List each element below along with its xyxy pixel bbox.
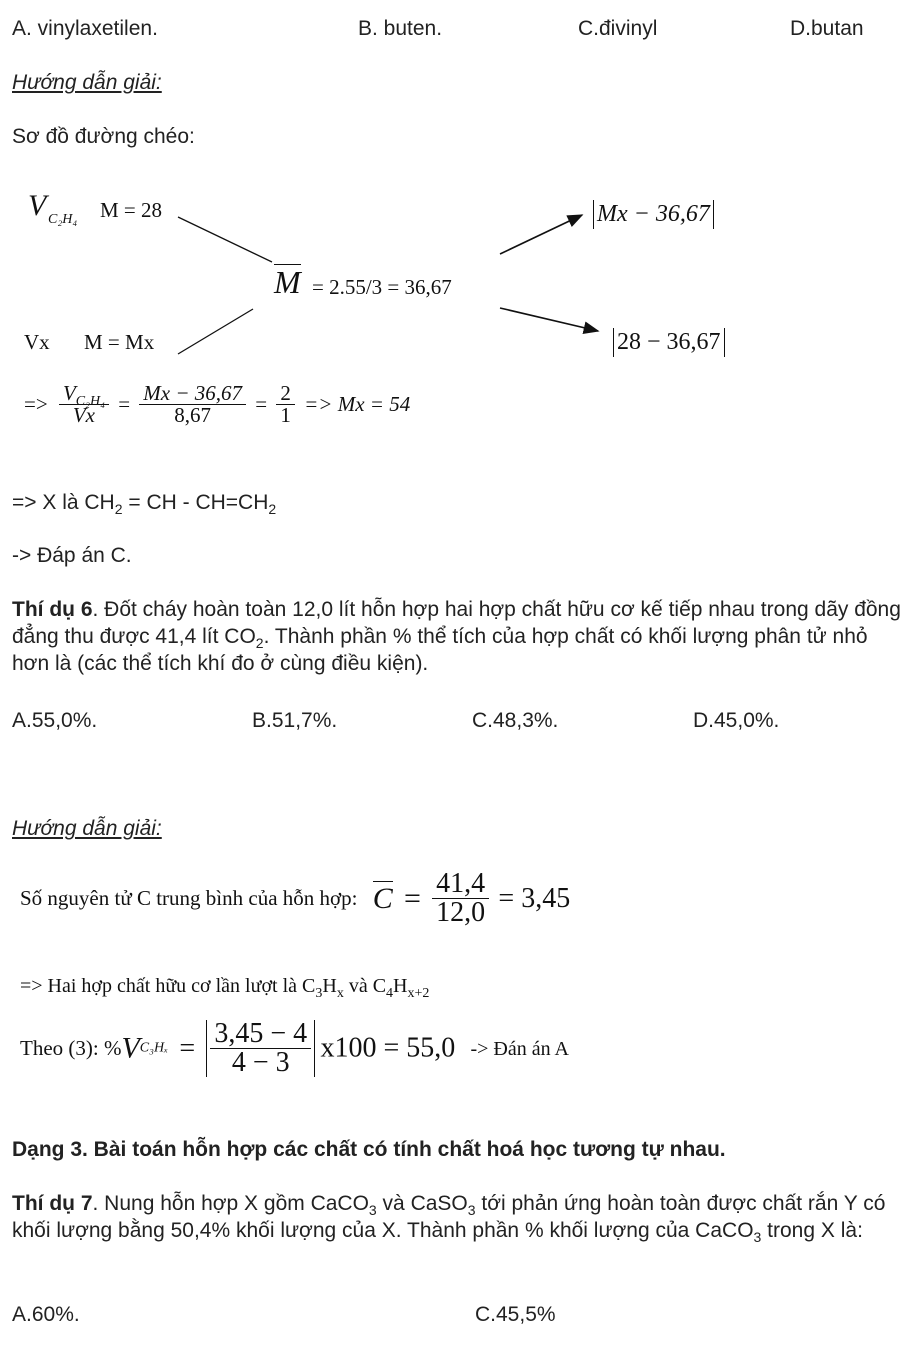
ratio-frac-2-den: 8,67 bbox=[174, 403, 212, 427]
ex6-option-a: A.55,0%. bbox=[12, 709, 98, 732]
eq-2: = bbox=[255, 392, 268, 416]
sol6-line1-text: Số nguyên tử C trung bình của hỗn hợp: bbox=[20, 886, 358, 910]
ratio-arrow: => bbox=[24, 392, 48, 416]
arrow-bottom-right bbox=[500, 308, 598, 331]
conclusion-sub-1: 2 bbox=[114, 501, 123, 518]
option-d: D.butan bbox=[790, 17, 864, 40]
ratio-frac-1-den: Vx bbox=[72, 403, 96, 427]
ex7-sub-3: 3 bbox=[753, 1229, 762, 1246]
ratio-frac-3-num: 2 bbox=[276, 383, 295, 405]
option-c: C.đivinyl bbox=[578, 17, 658, 40]
example-7-t1: . Nung hỗn hợp X gồm CaCO bbox=[92, 1192, 369, 1215]
ex6-option-d: D.45,0%. bbox=[693, 709, 780, 732]
option-b: B. buten. bbox=[358, 17, 443, 40]
sol6-line1 bbox=[20, 870, 570, 927]
sol6-eq: = bbox=[403, 881, 421, 915]
example-6-text bbox=[12, 596, 907, 677]
sol6-answer: -> Đán án A bbox=[470, 1037, 569, 1060]
conclusion-mid: = CH - CH=CH bbox=[122, 491, 269, 514]
sol6-frac-2-num: 3,45 − 4 bbox=[210, 1020, 311, 1049]
guide-heading-2: Hướng dẫn giải: bbox=[12, 817, 162, 840]
sol6-frac-num: 41,4 bbox=[432, 870, 489, 899]
example-6-label: Thí dụ 6 bbox=[12, 598, 93, 621]
right-bottom-abs: 28 − 36,67 bbox=[613, 328, 725, 357]
ratio-v: V bbox=[62, 381, 76, 405]
v-subscript: C₂H₄ bbox=[48, 212, 78, 227]
sol6-frac-2-den: 4 − 3 bbox=[231, 1047, 290, 1078]
ex7-sub-1: 3 bbox=[368, 1202, 377, 1219]
m1-label: M = 28 bbox=[100, 198, 163, 222]
sol6-line2 bbox=[20, 974, 430, 1001]
ex7-option-a: A.60%. bbox=[12, 1303, 80, 1326]
ratio-frac-1-num bbox=[59, 381, 109, 410]
line-top-left bbox=[178, 217, 272, 262]
example-7-t4: trong X là: bbox=[761, 1219, 863, 1242]
sol6-frac bbox=[432, 870, 489, 927]
answer-5: -> Đáp án C. bbox=[12, 544, 132, 567]
sol6-subx2: x+2 bbox=[407, 986, 430, 1001]
option-a: A. vinylaxetilen. bbox=[12, 17, 158, 40]
sol6-sub4: 4 bbox=[386, 986, 394, 1001]
sol6-frac-2 bbox=[210, 1020, 311, 1077]
conclusion-sub-2: 2 bbox=[268, 501, 277, 518]
sol6-tail: x100 = 55,0 bbox=[320, 1032, 456, 1064]
ratio-frac-2-num: Mx − 36,67 bbox=[139, 383, 246, 405]
mbar-expr: = 2.55/3 = 36,67 bbox=[312, 275, 452, 299]
eq-1: = bbox=[118, 392, 131, 416]
m2-label: M = Mx bbox=[84, 330, 155, 354]
right-top-abs: Mx − 36,67 bbox=[593, 200, 714, 229]
guide-heading: Hướng dẫn giải: bbox=[12, 71, 162, 94]
ratio-result: => Mx = 54 bbox=[304, 392, 411, 416]
conclusion-pre: => X là CH bbox=[12, 491, 115, 514]
example-6-text-2: . Thành phần % thể tích của hợp chất có khối lượng phân tử nhỏ hơn là (các thể tích khí đo ở cùng điều kiện). bbox=[12, 625, 868, 675]
sol6-eq-2: = bbox=[179, 1032, 196, 1064]
arrow-top-right bbox=[500, 215, 582, 254]
sol6-line2-pre: => Hai hợp chất hữu cơ lần lượt là C bbox=[20, 975, 316, 997]
sol6-result: = 3,45 bbox=[498, 882, 571, 914]
ratio-frac-3-den: 1 bbox=[280, 403, 291, 427]
section-dang-3: Dạng 3. Bài toán hỗn hợp các chất có tính chất hoá học tương tự nhau. bbox=[12, 1138, 726, 1161]
sol6-theo: Theo (3): % bbox=[20, 1036, 122, 1060]
co2-sub: 2 bbox=[255, 635, 264, 652]
c-bar: C bbox=[372, 881, 393, 915]
diagram-lines bbox=[0, 0, 913, 400]
example-6-text-1: . Đốt cháy hoàn toàn 12,0 lít hỗn hợp hai hợp chất hữu cơ kế tiếp nhau trong dãy đồng đẳng thu được 41,4 lít CO bbox=[12, 598, 901, 648]
conclusion bbox=[12, 490, 277, 518]
sol6-h1: H bbox=[322, 975, 337, 997]
example-7-label: Thí dụ 7 bbox=[12, 1192, 93, 1215]
v-symbol: V bbox=[28, 189, 47, 222]
sol6-abs bbox=[206, 1020, 315, 1077]
example-7-t2: và CaSO bbox=[376, 1192, 468, 1215]
ex6-option-b: B.51,7%. bbox=[252, 709, 338, 732]
example-7-t3: tới phản ứng hoàn toàn được chất rắn Y có khối lượng bằng 50,4% khối lượng của X. Thành phần % khối lượng của CaCO bbox=[12, 1192, 886, 1242]
sol6-sub3: 3 bbox=[315, 986, 323, 1001]
ex7-sub-2: 3 bbox=[467, 1202, 476, 1219]
sol6-vsub: C₃Hₓ bbox=[139, 1040, 169, 1056]
sol6-frac-den: 12,0 bbox=[436, 897, 486, 928]
ratio-frac-2 bbox=[139, 383, 246, 426]
line-bottom-left bbox=[178, 309, 253, 354]
sol6-line3 bbox=[20, 1020, 569, 1077]
example-7-text bbox=[12, 1190, 907, 1244]
sol6-h2: H bbox=[393, 975, 408, 997]
ex7-option-c: C.45,5% bbox=[475, 1303, 556, 1326]
vx-label: Vx bbox=[24, 330, 50, 354]
ex6-option-c: C.48,3%. bbox=[472, 709, 559, 732]
sol6-v: V bbox=[121, 1031, 140, 1065]
ratio-v-sub: C₂H₄ bbox=[75, 394, 105, 410]
ratio-frac-3 bbox=[276, 383, 295, 426]
sol6-and: và C bbox=[343, 975, 387, 997]
ratio-equation bbox=[24, 383, 410, 426]
ratio-frac-1 bbox=[59, 383, 109, 426]
sol6-subx: x bbox=[336, 986, 344, 1001]
diagram-intro: Sơ đồ đường chéo: bbox=[12, 125, 195, 148]
mbar: M bbox=[274, 264, 301, 300]
